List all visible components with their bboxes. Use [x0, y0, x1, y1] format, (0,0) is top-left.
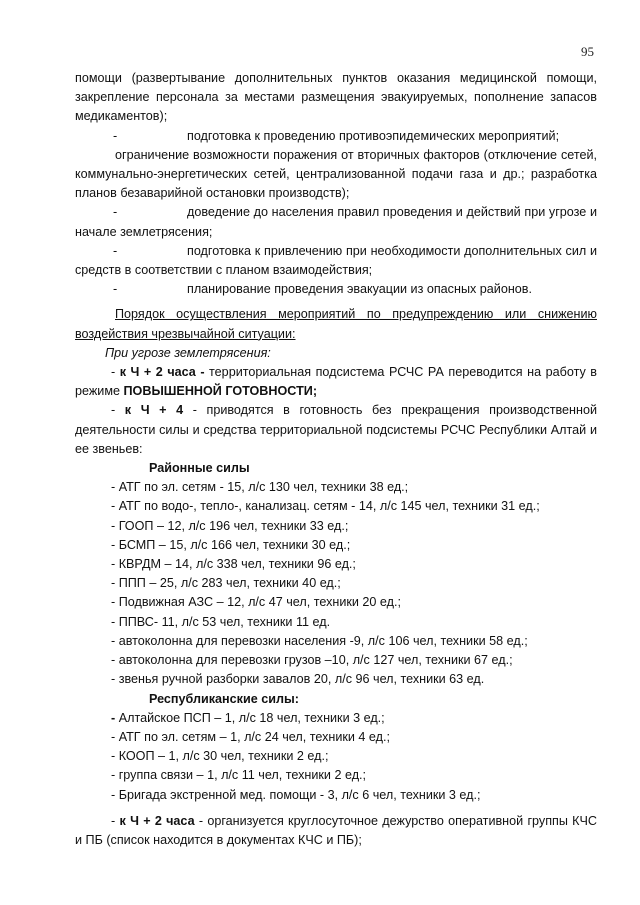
list-item-text: подготовка к привлечению при необходимости дополнительных сил и средств в соответствии с планом взаимодействия;: [75, 243, 597, 278]
line-text: территориальная подсистема РСЧС РА переводится на работу в режиме: [75, 365, 597, 399]
readiness-mode: ПОВЫШЕННОЙ ГОТОВНОСТИ;: [123, 384, 318, 399]
line-prefix: -: [111, 813, 120, 828]
list-item-text: планирование проведения эвакуации из опасных районов.: [187, 282, 532, 297]
paragraph-duty-shift: [75, 812, 597, 850]
line-prefix: -: [111, 403, 125, 418]
list-item: - ГООП – 12, л/с 196 чел, техники 33 ед.;: [111, 518, 349, 533]
paragraph-medical-help: помощи (развертывание дополнительных пунктов оказания медицинской помощи, закрепление персонала за местами размещения эвакуируемых, пополнение запасов медикаментов);: [75, 71, 597, 124]
list-item-evacuation: [75, 280, 597, 299]
line-prefix: -: [111, 365, 120, 380]
line-text: - организуется круглосуточное дежурство оперативной группы КЧС и ПБ (список находится в документах КЧС и ПБ);: [75, 813, 597, 847]
list-item-antiepidemic: [75, 127, 597, 146]
paragraph-secondary-factors: ограничение возможности поражения от вторичных факторов (отключение сетей, коммунально-энергетических сетей, централизованной подачи газа и др.; разработка планов безаварийной остановки производств);: [75, 147, 597, 201]
republic-forces-list: [75, 709, 597, 805]
list-item: - Подвижная АЗС – 12, л/с 47 чел, техники 20 ед.;: [111, 595, 401, 610]
time-label: к Ч + 2 часа: [119, 813, 195, 828]
list-item: - КООП – 1, л/с 30 чел, техники 2 ед.;: [111, 749, 329, 764]
list-item-text: доведение до населения правил проведения и действий при угрозе и начале землетрясения;: [75, 205, 597, 239]
list-item-text: подготовка к проведению противоэпидемических мероприятий;: [187, 128, 560, 143]
paragraph-h-plus-2: [75, 363, 597, 401]
list-item: - КВРДМ – 14, л/с 338 чел, техники 96 ед.;: [111, 557, 356, 572]
district-forces-title: Районные силы: [149, 461, 250, 476]
list-item: - группа связи – 1, л/с 11 чел, техники 2 ед.;: [111, 768, 367, 783]
list-item: - автоколонна для перевозки населения -9, л/с 106 чел, техники 58 ед.;: [111, 633, 528, 648]
republic-forces-title: Республиканские силы:: [149, 691, 299, 706]
list-item: - БСМП – 15, л/с 166 чел, техники 30 ед.;: [111, 537, 351, 552]
list-item-inform-population: [75, 203, 597, 241]
paragraph-h-plus-4: [75, 401, 597, 459]
list-item: - автоколонна для перевозки грузов –10, л/с 127 чел, техники 67 ед.;: [111, 653, 513, 668]
list-item: - АТГ по эл. сетям – 1, л/с 24 чел, техники 4 ед.;: [111, 729, 390, 744]
section-heading: Порядок осуществления мероприятий по предупреждению или снижению воздействия чрезвычайной ситуации:: [75, 307, 597, 341]
list-item: - ППВС- 11, л/с 53 чел, техники 11 ед.: [111, 614, 331, 629]
page-number: 95: [581, 44, 594, 59]
spacer: [75, 805, 597, 812]
list-item: - АТГ по водо-, тепло-, канализац. сетям - 14, л/с 145 чел, техники 31 ед.;: [111, 499, 540, 514]
list-item-additional-forces: [75, 242, 597, 280]
list-dash: -: [113, 243, 118, 258]
time-label: к Ч + 4: [124, 403, 184, 418]
list-item-text: Алтайское ПСП – 1, л/с 18 чел, техники 3 ед.;: [115, 710, 385, 725]
time-label: к Ч + 2 часа -: [119, 365, 205, 380]
list-item: - ППП – 25, л/с 283 чел, техники 40 ед.;: [111, 576, 341, 591]
list-dash: -: [113, 205, 118, 220]
list-dash: -: [111, 710, 116, 725]
list-dash: -: [113, 282, 118, 297]
district-forces-list: [75, 478, 597, 689]
list-item: [75, 709, 597, 728]
list-item: - звенья ручной разборки завалов 20, л/с 96 чел, техники 63 ед.: [111, 672, 485, 687]
line-text: - приводятся в готовность без прекращения производственной деятельности силы и средства территориальной подсистемы РСЧС Республики Алтай и ее звеньев:: [75, 403, 597, 456]
list-item: - АТГ по эл. сетям - 15, л/с 130 чел, техники 38 ед.;: [111, 480, 409, 495]
document-body: [75, 69, 597, 850]
list-dash: -: [113, 128, 118, 143]
list-item: - Бригада экстренной мед. помощи - 3, л/с 6 чел, техники 3 ед.;: [111, 787, 481, 802]
threat-label: При угрозе землетрясения:: [105, 345, 271, 360]
